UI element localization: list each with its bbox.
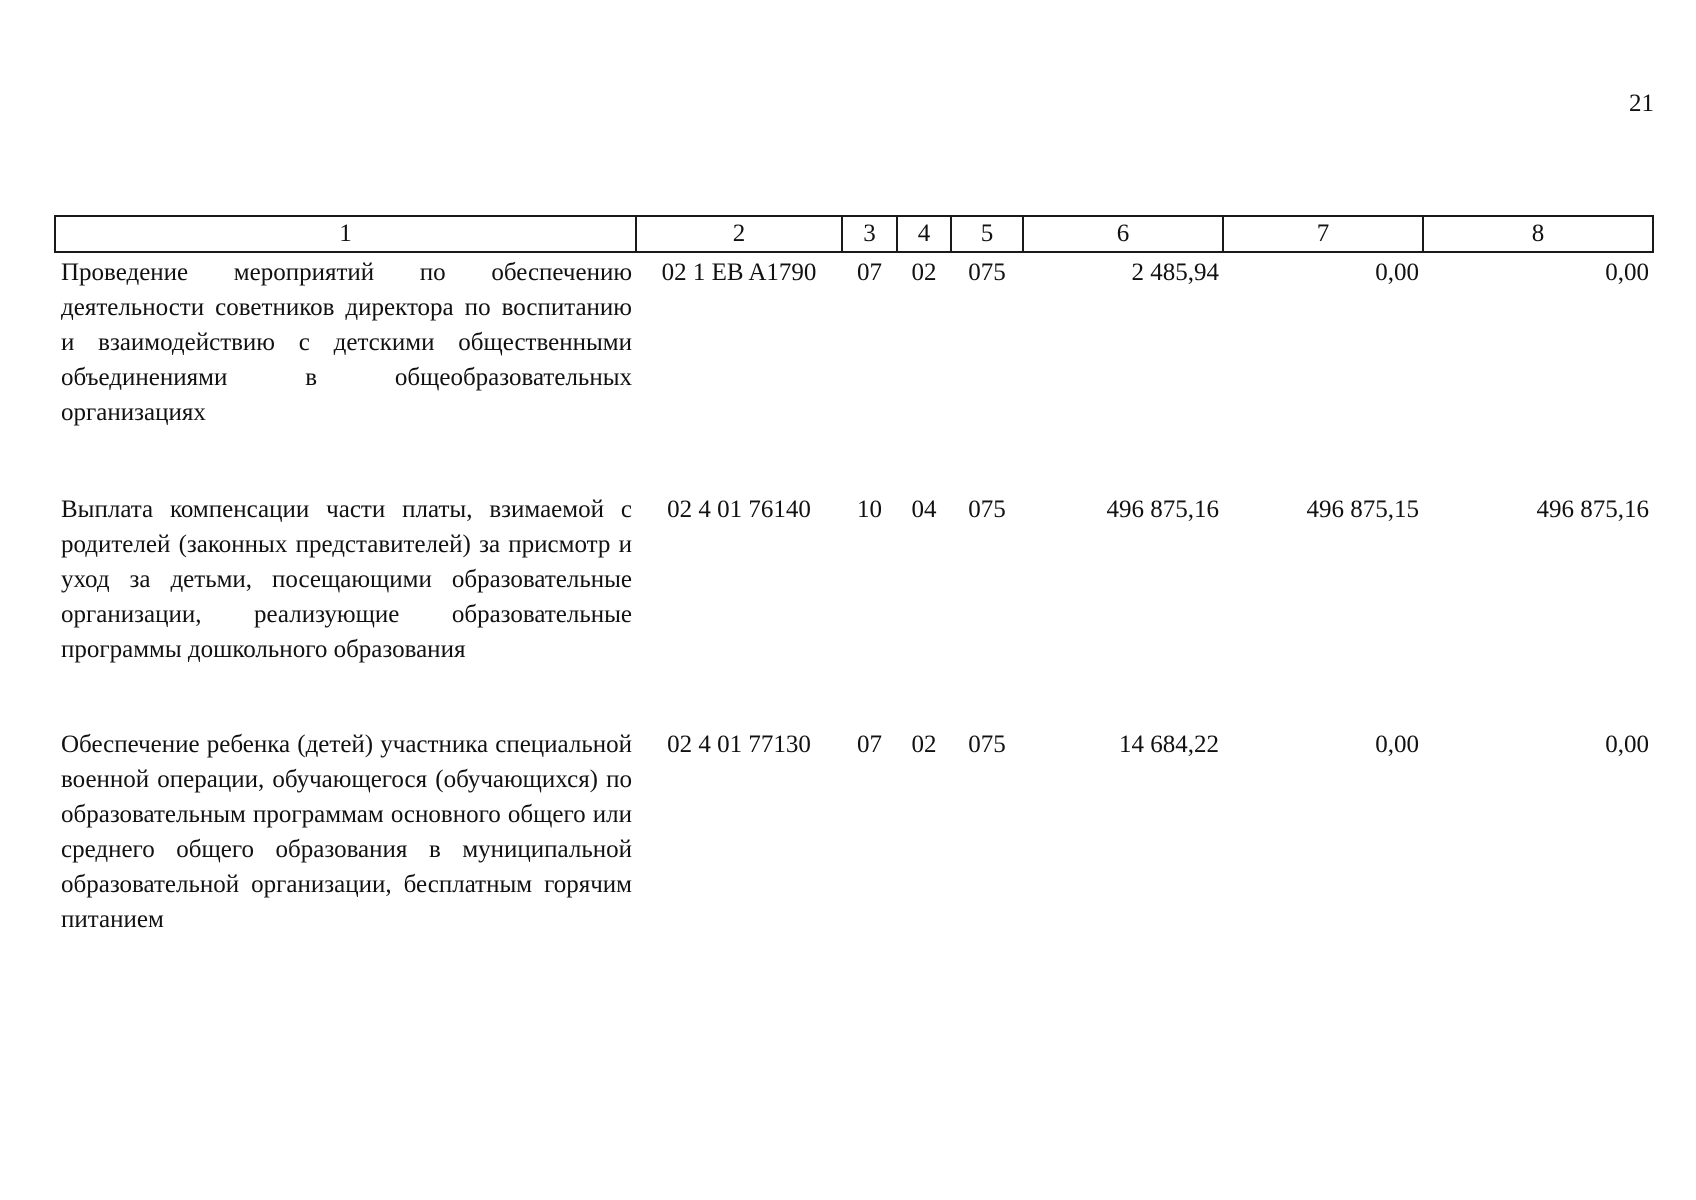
row-amount-8: 0,00 <box>1605 259 1649 286</box>
header-row <box>55 216 1653 252</box>
row-amount-7: 496 875,15 <box>1306 496 1419 523</box>
row-amount-6: 14 684,22 <box>1119 731 1219 758</box>
row-code: 02 1 EB A1790 <box>661 259 817 286</box>
header-col-1: 1 <box>55 216 636 252</box>
row-section: 07 <box>857 731 882 758</box>
page-number: 21 <box>1629 90 1654 117</box>
header-col-8: 8 <box>1423 216 1653 252</box>
row-name: Обеспечение ребенка (детей) участника специальной военной операции, обучающегося (обучающихся) по образовательным программам основного общего или среднего общего образования в муниципальной образовательной организации, бесплатным горячим питанием <box>61 731 632 933</box>
row-amount-8: 496 875,16 <box>1536 496 1649 523</box>
header-col-7: 7 <box>1223 216 1423 252</box>
row-amount-7: 0,00 <box>1375 731 1419 758</box>
row-code: 02 4 01 76140 <box>667 496 811 523</box>
row-name: Выплата компенсации части платы, взимаемой с родителей (законных представителей) за присмотр и уход за детьми, посещающими образовательные организации, реализующие образовательные программы дошкольного образования <box>61 496 632 663</box>
row-amount-7: 0,00 <box>1375 259 1419 286</box>
table-row <box>55 727 1653 937</box>
row-section: 07 <box>857 259 882 286</box>
header-col-5: 5 <box>951 216 1023 252</box>
table-row <box>55 252 1653 492</box>
row-subsection: 02 <box>911 731 937 758</box>
budget-table <box>54 215 1654 937</box>
row-amount-8: 0,00 <box>1605 731 1649 758</box>
header-col-4: 4 <box>897 216 951 252</box>
table-row <box>55 492 1653 727</box>
header-col-6: 6 <box>1023 216 1223 252</box>
row-name: Проведение мероприятий по обеспечению деятельности советников директора по воспитанию и взаимодействию с детскими общественными объединениями в общеобразовательных организациях <box>61 259 632 426</box>
row-type: 075 <box>968 496 1006 523</box>
row-subsection: 04 <box>911 496 937 523</box>
table-header <box>55 216 1653 252</box>
row-code: 02 4 01 77130 <box>667 731 811 758</box>
table-body <box>55 252 1653 937</box>
row-amount-6: 2 485,94 <box>1131 259 1219 286</box>
row-subsection: 02 <box>911 259 937 286</box>
row-amount-6: 496 875,16 <box>1106 496 1219 523</box>
row-section: 10 <box>857 496 882 523</box>
row-type: 075 <box>968 259 1006 286</box>
header-col-3: 3 <box>842 216 897 252</box>
row-type: 075 <box>968 731 1006 758</box>
header-col-2: 2 <box>636 216 842 252</box>
